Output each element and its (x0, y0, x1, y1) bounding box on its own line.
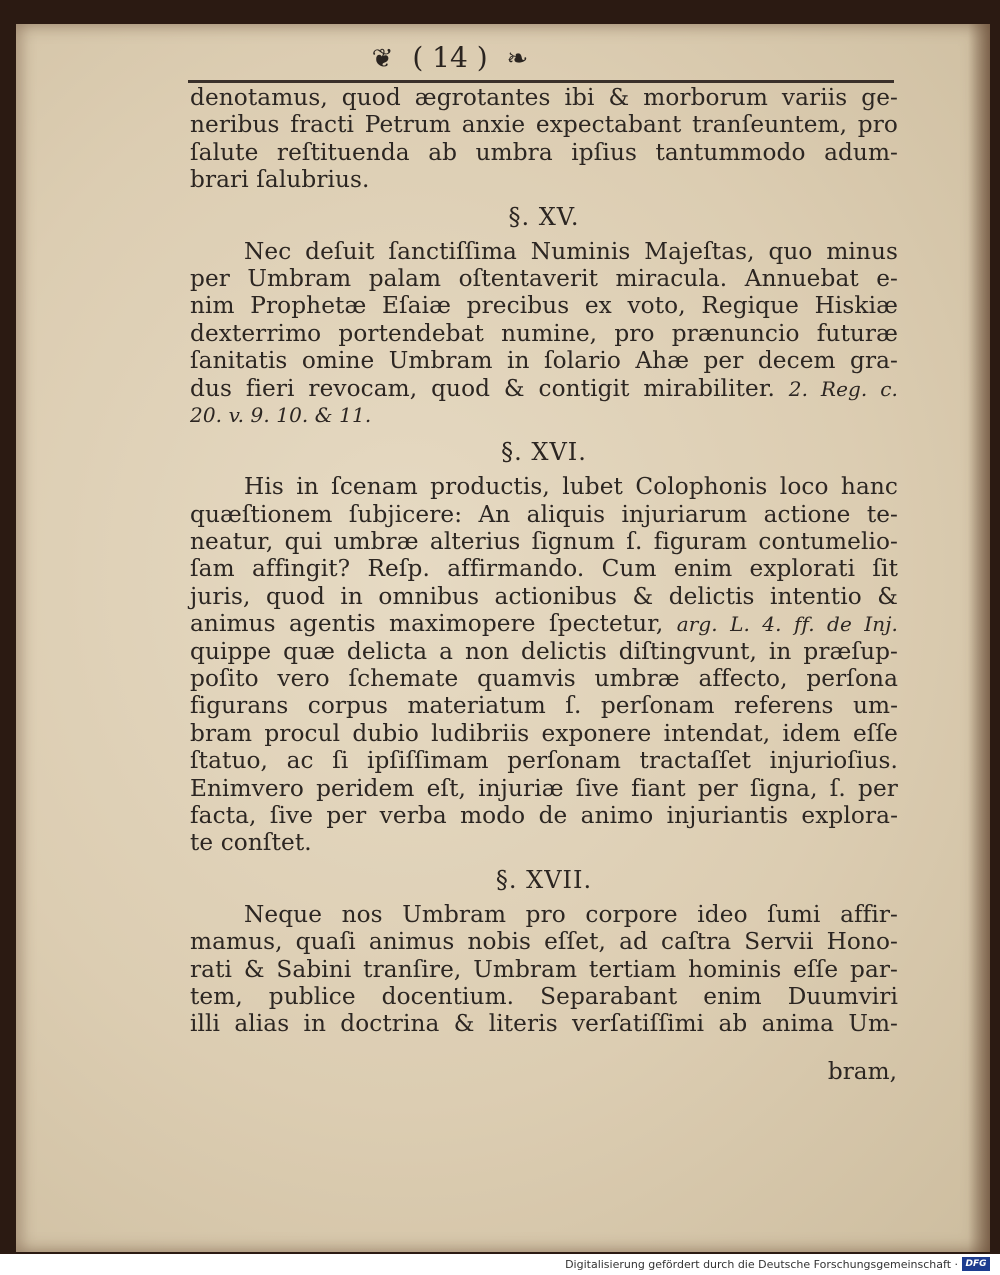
text-line: bram procul dubio ludibriis exponere intendat, idem eſſe (190, 719, 898, 747)
text-line: mamus, quaſi animus nobis eſſet, ad caſtra Servii Hono- (190, 928, 898, 956)
right-ornament-icon: ❧ (506, 44, 529, 74)
text-line: neribus fracti Petrum anxie expectabant tranſeuntem, pro (190, 111, 898, 139)
text-line: denotamus, quod ægrotantes ibi & morborum variis ge- (190, 84, 898, 111)
dfg-logo-icon: DFG (962, 1257, 990, 1271)
text-line: ſtatuo, ac ſi ipſiſſimam perſonam tractaſſet injurioſius. (190, 747, 898, 775)
text-line: nim Prophetæ Eſaiæ precibus ex voto, Regique Hiskiæ (190, 292, 898, 320)
text-line: figurans corpus materiatum ſ. perſonam referens um- (190, 692, 898, 720)
page-number: ( 14 ) (412, 41, 488, 74)
text-line: brari ſalubrius. (190, 166, 370, 194)
citation: arg. L. 4. ff. de Inj. (676, 612, 898, 637)
text-line: quæſtionem ſubjicere: An aliquis injuriarum actione te- (190, 500, 898, 528)
text-line: Nec deſuit ſanctiſſima Numinis Majeſtas, quo minus (244, 237, 898, 265)
text-line (190, 610, 898, 637)
citation-line: 20. v. 9. 10. & 11. (190, 402, 372, 427)
citation: 2. Reg. c. (788, 376, 898, 401)
text-segment: animus agentis maximopere ſpectetur, (190, 610, 664, 638)
text-line: poſito vero ſchemate quamvis umbræ affecto, perſona (190, 665, 898, 693)
text-line: quippe quæ delicta a non delictis diſtingvunt, in præſup- (190, 637, 898, 665)
text-line: ſam affingit? Reſp. affirmando. Cum enim explorati ſit (190, 555, 898, 583)
footer-bar (0, 1254, 1000, 1275)
text-line: neatur, qui umbræ alterius ſignum ſ. figuram contumelio- (190, 528, 898, 556)
footer-credit: Digitalisierung gefördert durch die Deutsche Forschungsgemeinschaft · (565, 1258, 958, 1271)
left-ornament-icon: ❦ (371, 44, 394, 74)
text-line: ſanitatis omine Umbram in ſolario Ahæ per decem gra- (190, 347, 898, 375)
text-line (190, 375, 898, 402)
text-line: dexterrimo portendebat numine, pro prænuncio futuræ (190, 319, 898, 347)
section-heading-xvii: §. XVII. (495, 865, 593, 894)
text-line: ſalute reſtituenda ab umbra ipſius tantummodo adum- (190, 138, 898, 166)
text-line: Enimvero peridem eſt, injuriæ ſive fiant per ſigna, ſ. per (190, 774, 898, 802)
section-heading-xv: §. XV. (508, 202, 580, 231)
page-header (190, 36, 710, 80)
text-line: per Umbram palam oſtentaverit miracula. Annuebat e- (190, 264, 898, 292)
text-line: te conſtet. (190, 829, 312, 857)
text-line: tem, publice docentium. Separabant enim Duumviri (190, 982, 898, 1010)
text-line: rati & Sabini tranſire, Umbram tertiam hominis eſſe par- (190, 955, 898, 983)
section-heading-xvi: §. XVI. (501, 438, 587, 467)
text-line: facta, ſive per verba modo de animo injuriantis explora- (190, 801, 898, 829)
text-segment: dus fieri revocam, quod & contigit mirabiliter. (190, 374, 775, 402)
header-rule (188, 80, 894, 83)
body-text (190, 84, 898, 1038)
catchword: bram, (827, 1058, 897, 1085)
text-line: His in ſcenam productis, lubet Colophonis loco hanc (244, 473, 898, 501)
text-line: illi alias in doctrina & literis verſatiſſimi ab anima Um- (190, 1010, 898, 1038)
page-gutter-shadow (968, 24, 990, 1252)
text-line: juris, quod in omnibus actionibus & delictis intentio & (190, 582, 898, 610)
text-line: Neque nos Umbram pro corpore ideo ſumi affir- (244, 900, 898, 928)
